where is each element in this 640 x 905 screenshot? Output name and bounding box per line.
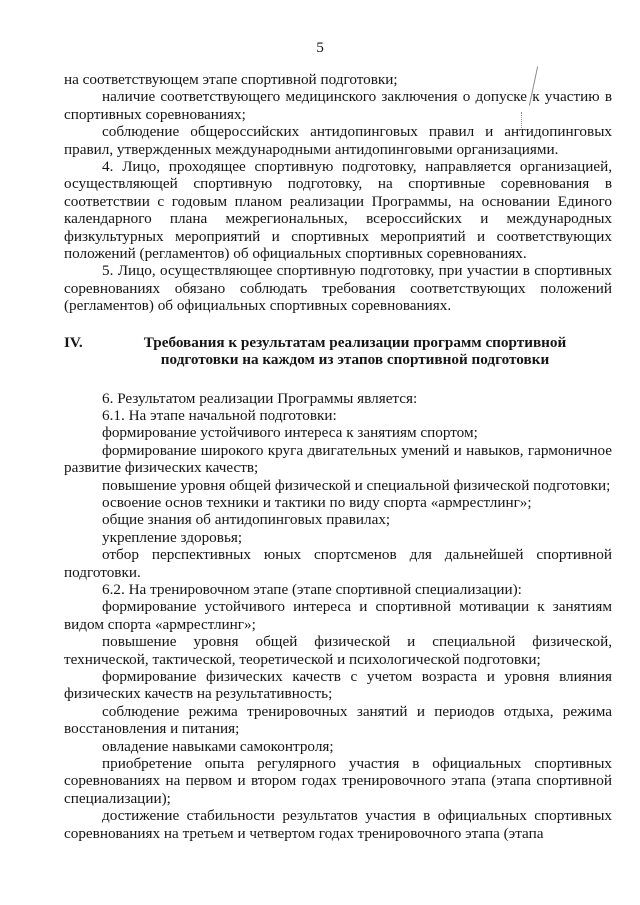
- paragraph: соблюдение общероссийских антидопинговых правил и антидопинговых правил, утвержденных международными антидопинговыми организациями.: [64, 123, 612, 158]
- paragraph: формирование физических качеств с учетом возраста и уровня влияния физических качеств на результативность;: [64, 668, 612, 703]
- page-number: 5: [316, 39, 324, 56]
- paragraph: формирование устойчивого интереса к занятиям спортом;: [102, 424, 478, 442]
- section-number: IV.: [64, 333, 83, 351]
- paragraph: формирование широкого круга двигательных умений и навыков, гармоничное развитие физических качеств;: [64, 441, 612, 477]
- paragraph: 5. Лицо, осуществляющее спортивную подготовку, при участии в спортивных соревнованиях обязано соблюдать требования соответствующих положений (регламентов) об официальных спортивных соревнованиях.: [64, 262, 612, 315]
- paragraph: отбор перспективных юных спортсменов для дальнейшей спортивной подготовки.: [64, 546, 612, 581]
- section-heading: [64, 334, 612, 369]
- paragraph: овладение навыками самоконтроля;: [102, 737, 334, 755]
- paragraph: формирование устойчивого интереса и спортивной мотивации к занятиям видом спорта «армрестлинг»;: [64, 598, 612, 633]
- paragraph: наличие соответствующего медицинского заключения о допуске к участию в спортивных соревнованиях;: [64, 88, 612, 123]
- paragraph: достижение стабильности результатов участия в официальных спортивных соревнованиях на третьем и четвертом годах тренировочного этапа (этапа: [64, 807, 612, 842]
- paragraph: повышение уровня общей физической и специальной физической подготовки;: [102, 476, 611, 494]
- paragraph: повышение уровня общей физической и специальной физической, технической, тактической, теоретической и психологической подготовки;: [64, 633, 612, 668]
- paragraph: 6. Результатом реализации Программы является:: [102, 389, 418, 407]
- document-body: [64, 71, 612, 842]
- paragraph: 6.1. На этапе начальной подготовки:: [102, 406, 337, 424]
- paragraph: соблюдение режима тренировочных занятий и периодов отдыха, режима восстановления и питания;: [64, 702, 612, 738]
- paragraph: 4. Лицо, проходящее спортивную подготовку, направляется организацией, осуществляющей спортивную подготовку, на спортивные соревнования в соответствии с годовым планом реализации Программы, на основании Единого календарного плана межрегиональных, всероссийских и международных физкультурных мероприятий и спортивных мероприятий и соответствующих положений (регламентов) об официальных спортивных соревнованиях.: [64, 158, 612, 263]
- paragraph: 6.2. На тренировочном этапе (этапе спортивной специализации):: [102, 580, 522, 598]
- scan-mark: [521, 112, 522, 130]
- paragraph: приобретение опыта регулярного участия в официальных спортивных соревнованиях на первом и втором годах тренировочного этапа (этапа спортивной специализации);: [64, 755, 612, 807]
- paragraph: укрепление здоровья;: [102, 528, 243, 546]
- paragraph: освоение основ техники и тактики по виду спорта «армрестлинг»;: [102, 493, 532, 511]
- paragraph: на соответствующем этапе спортивной подготовки;: [64, 71, 398, 88]
- paragraph: общие знания об антидопинговых правилах;: [102, 511, 391, 529]
- section-title: Требования к результатам реализации программ спортивной подготовки на каждом из этапов спортивной подготовки: [143, 333, 567, 369]
